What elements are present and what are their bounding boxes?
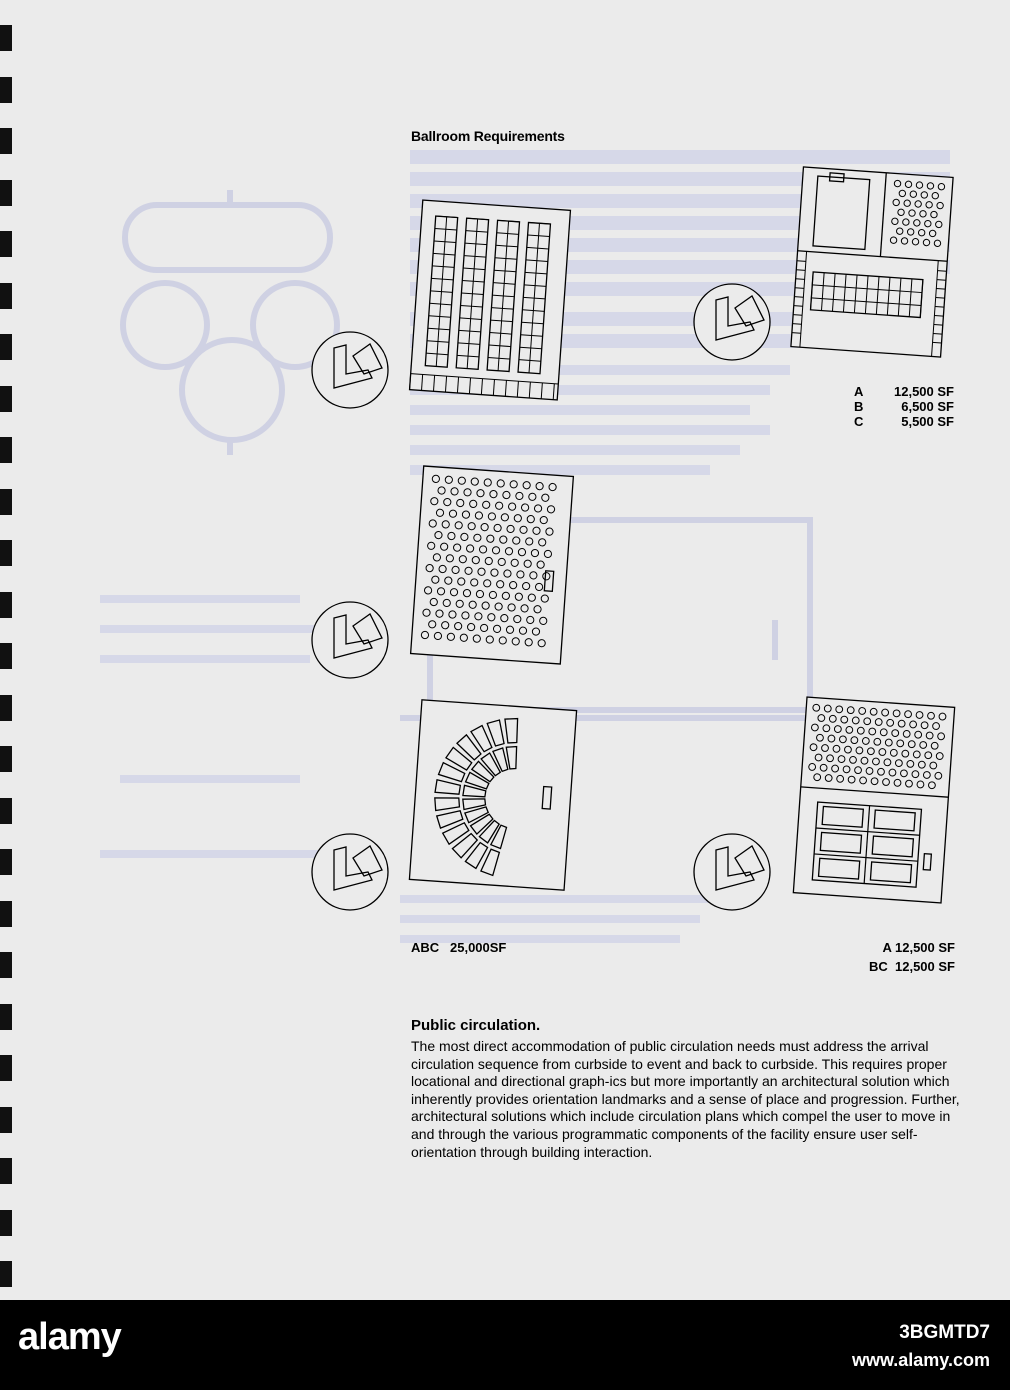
- orientation-symbol: [312, 834, 388, 910]
- footer-logo: alamy: [18, 1316, 121, 1358]
- ballroom-grid-plan: [410, 200, 571, 400]
- page-title: Ballroom Requirements: [411, 128, 565, 144]
- area-row-c: C 5,500 SF: [854, 414, 954, 429]
- orientation-symbol: [694, 834, 770, 910]
- area-caption-abc: ABC 25,000SF: [411, 940, 507, 955]
- section-body: The most direct accommodation of public circulation needs must address the arrival circulation sequence from curbside to event and back to curbside. This requires proper locational and directional graph-ics but more importantly an architectural solution which inherently provides orientation landmarks and a sense of place and progression. Further, architectural solutions which include circulation plans which compel the user to move in and through the various programmatic components of the facility ensure user self-orientation through building interaction.: [411, 1038, 960, 1160]
- orientation-symbol: [312, 332, 388, 408]
- footer-image-id: 3BGMTD7: [899, 1322, 990, 1343]
- ballroom-half-plan: [793, 697, 954, 903]
- area-row-a: A 12,500 SF: [854, 384, 954, 399]
- orientation-symbol: [312, 602, 388, 678]
- section-title: Public circulation.: [411, 1017, 541, 1034]
- area-row-b: B 6,500 SF: [854, 399, 954, 414]
- area-caption-a: A 12,500 SF: [882, 940, 955, 955]
- area-list-a-b-c: [854, 384, 954, 429]
- footer-url: www.alamy.com: [851, 1350, 990, 1370]
- ballroom-theatre-plan: [409, 700, 576, 890]
- area-caption-bc: BC 12,500 SF: [869, 959, 955, 974]
- ballroom-banquet-plan: [411, 466, 574, 664]
- watermark-footer: [0, 1300, 1010, 1390]
- ballroom-split-plan: [791, 167, 953, 357]
- orientation-symbol: [694, 284, 770, 360]
